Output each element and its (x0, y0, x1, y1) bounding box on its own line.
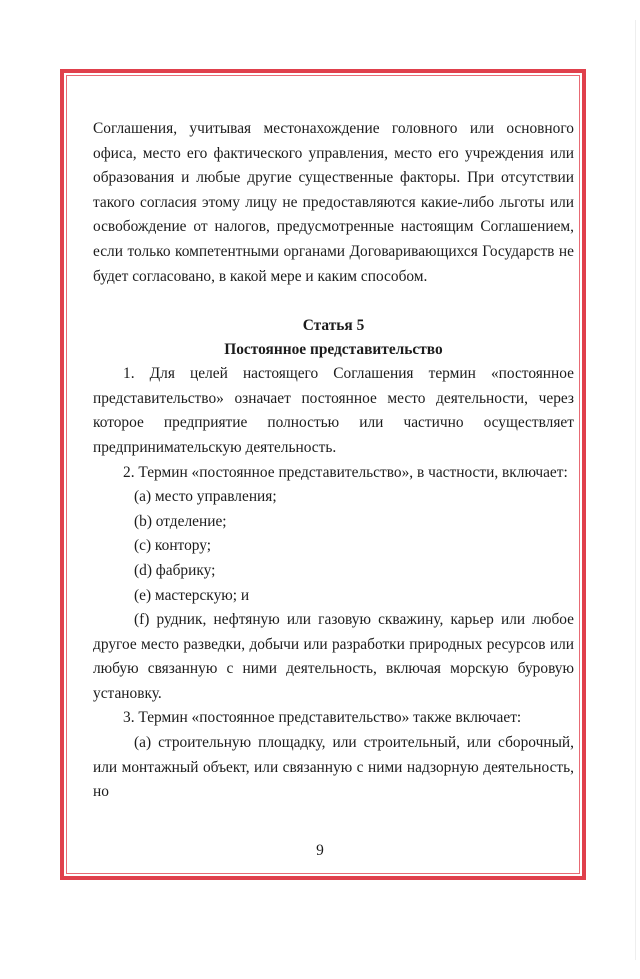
article-title: Статья 5 (302, 317, 365, 335)
point-2-item-a: (a) место управления; (134, 488, 277, 506)
point-2-item-d: (d) фабрику; (134, 561, 216, 579)
point-3-intro: 3. Термин «постоянное представительство» также включает: (123, 709, 522, 727)
point-2-item-c: (c) контору; (134, 537, 212, 555)
point-2-item-e: (e) мастерскую; и (134, 586, 250, 604)
document-body (93, 117, 574, 805)
page-number: 9 (316, 842, 324, 859)
point-2-item-b: (b) отделение; (134, 512, 227, 530)
scan-edge-line (635, 20, 636, 960)
point-3-item-a: (a) строительную площадку, или строительный, или сборочный, или монтажный объект, или связанную с ними надзорную деятельность, но (93, 734, 574, 801)
point-2-intro: 2. Термин «постоянное представительство», в частности, включает: (123, 463, 568, 481)
intro-paragraph: Соглашения, учитывая местонахождение головного или основного офиса, место его фактического управления, место его учреждения или образования и любые другие существенные факторы. При отсутствии такого согласия этому лицу не предоставляются какие-либо льготы или освобождение от налогов, предусмотренные настоящим Соглашением, если только компетентными органами Договаривающихся Государств не будет согласовано, в какой мере и каким способом. (93, 120, 574, 285)
article-subtitle: Постоянное представительство (224, 341, 443, 359)
point-1: 1. Для целей настоящего Соглашения термин «постоянное представительство» означает постоянное место деятельности, через которое предприятие полностью или частично осуществляет предпринимательскую деятельность. (93, 365, 574, 456)
point-2-item-f: (f) рудник, нефтяную или газовую скважину, карьер или любое другое место разведки, добычи или разработки природных ресурсов или любую связанную с ними деятельность, включая морскую буровую установку. (93, 611, 574, 702)
